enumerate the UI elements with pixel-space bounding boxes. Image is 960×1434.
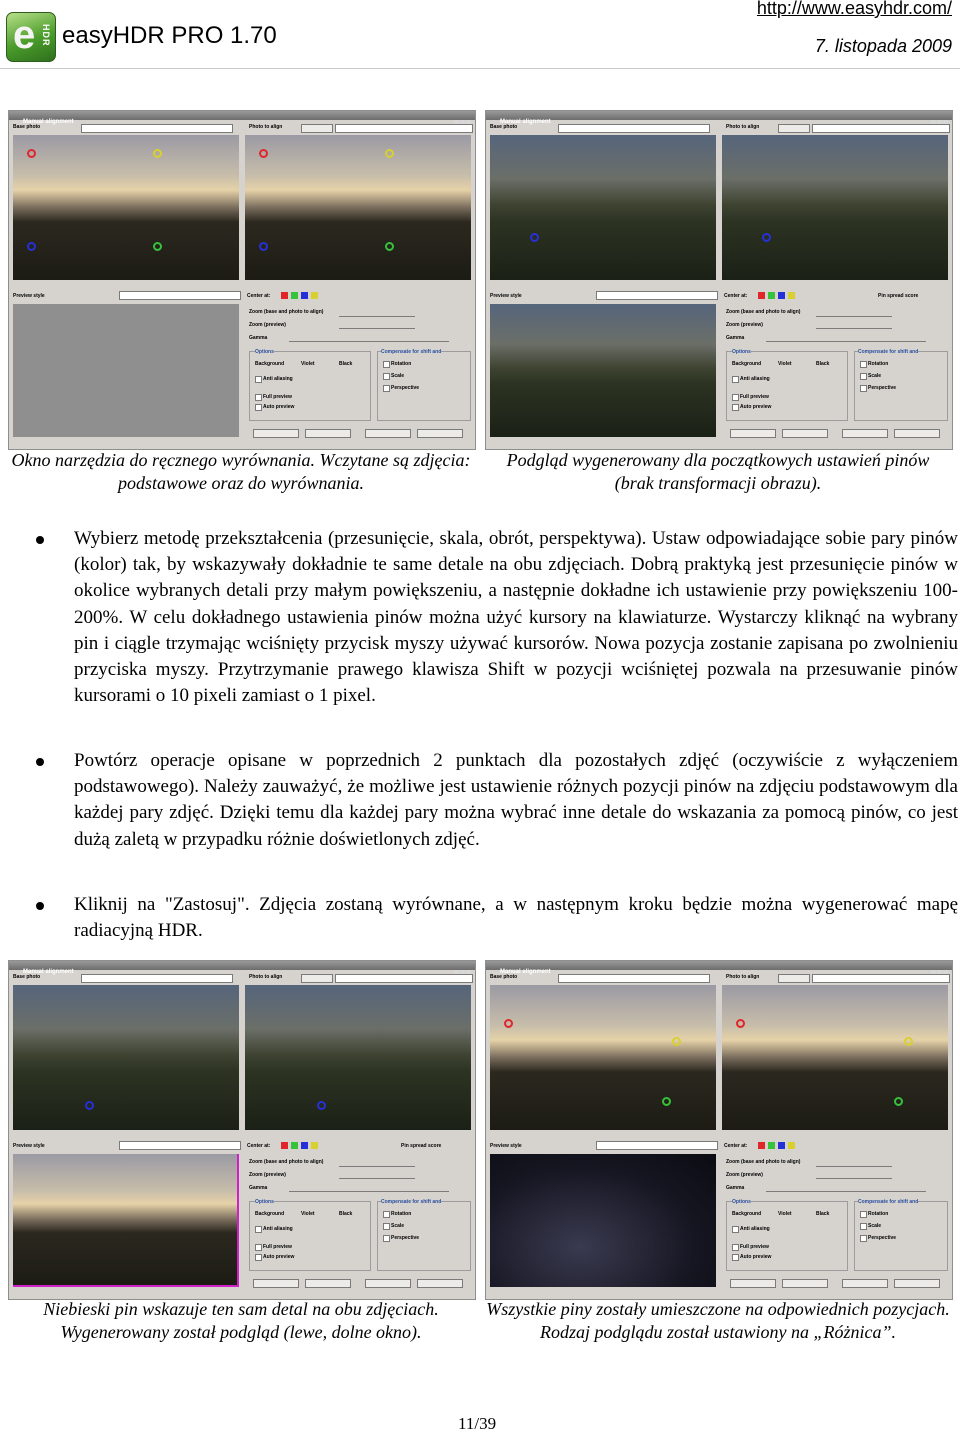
- gamma-slider: [766, 341, 926, 342]
- background-label: Background: [732, 1211, 762, 1217]
- full-preview-checkbox: [732, 1244, 739, 1251]
- center-at-label: Center at:: [724, 293, 748, 299]
- perspective-checkbox: [860, 1235, 867, 1242]
- zoom-preview-label: Zoom (preview): [726, 1172, 763, 1178]
- align-photo-combo: [335, 974, 473, 983]
- black-radio: Black: [816, 1211, 830, 1217]
- window-controls: [930, 962, 950, 968]
- scale-label: Scale: [868, 1223, 882, 1229]
- bullet-icon: [36, 902, 44, 910]
- cancel-button: [842, 1279, 888, 1288]
- align-photo-combo: [812, 974, 950, 983]
- scale-checkbox: [383, 373, 390, 380]
- auto-preview-checkbox: [255, 404, 262, 411]
- preview-button: [253, 429, 299, 438]
- scale-checkbox: [383, 1223, 390, 1230]
- perspective-checkbox: [383, 385, 390, 392]
- window-title: Manual alignment: [500, 969, 551, 975]
- header-divider: [0, 68, 960, 69]
- color-swatch-blue: [778, 292, 785, 299]
- window-title: Manual alignment: [500, 119, 551, 125]
- base-photo-combo: [558, 974, 710, 983]
- rotation-label: Rotation: [391, 1211, 412, 1217]
- screenshot-difference-preview: [485, 960, 953, 1300]
- pin-blue-icon: [259, 242, 268, 251]
- pin-green-icon: [662, 1097, 671, 1106]
- zoom-base-label: Zoom (base and photo to align): [726, 1159, 801, 1165]
- base-photo-combo: [81, 974, 233, 983]
- cancel-button: [842, 429, 888, 438]
- app-title: easyHDR PRO 1.70: [62, 22, 277, 49]
- window-titlebar: [486, 961, 952, 975]
- anti-aliasing-label: Anti aliasing: [740, 376, 770, 382]
- gamma-slider: [289, 1191, 449, 1192]
- full-preview-label: Full preview: [263, 1244, 292, 1250]
- background-label: Background: [255, 361, 285, 367]
- preview-style-combo: [119, 291, 241, 300]
- full-preview-label: Full preview: [740, 1244, 769, 1250]
- anti-aliasing-checkbox: [732, 1226, 739, 1233]
- pin-blue-icon: [762, 233, 771, 242]
- color-swatch-yellow: [311, 292, 318, 299]
- full-preview-label: Full preview: [263, 394, 292, 400]
- zoom-base-slider: [339, 1166, 415, 1167]
- select-button: [301, 974, 333, 983]
- base-photo-label: Base photo: [490, 974, 518, 980]
- base-photo-combo: [81, 124, 233, 133]
- full-preview-checkbox: [732, 394, 739, 401]
- screenshot-blue-pin-preview: [8, 960, 476, 1300]
- zoom-base-slider: [339, 316, 415, 317]
- cancel-button: [365, 1279, 411, 1288]
- pin-red-icon: [27, 149, 36, 158]
- reset-pins-button: [305, 429, 351, 438]
- base-photo-image: [13, 135, 239, 280]
- scale-checkbox: [860, 1223, 867, 1230]
- rotation-label: Rotation: [868, 361, 889, 367]
- color-swatch-yellow: [788, 292, 795, 299]
- perspective-label: Perspective: [868, 385, 897, 391]
- page-number: 11/39: [458, 1414, 497, 1433]
- color-swatch-blue: [778, 1142, 785, 1149]
- select-button: [301, 124, 333, 133]
- background-label: Background: [732, 361, 762, 367]
- zoom-preview-label: Zoom (preview): [726, 322, 763, 328]
- apply-button: [894, 429, 940, 438]
- preview-button: [253, 1279, 299, 1288]
- color-swatch-red: [758, 1142, 765, 1149]
- anti-aliasing-label: Anti aliasing: [263, 376, 293, 382]
- zoom-preview-label: Zoom (preview): [249, 322, 286, 328]
- caption-top-right: Podgląd wygenerowany dla początkowych ustawień pinów (brak transformacji obrazu).: [506, 450, 930, 493]
- anti-aliasing-checkbox: [732, 376, 739, 383]
- color-swatch-blue: [301, 292, 308, 299]
- preview-pane: [490, 1154, 716, 1287]
- window-title: Manual alignment: [23, 969, 74, 975]
- gamma-slider: [289, 341, 449, 342]
- violet-radio: Violet: [301, 1211, 315, 1217]
- pin-green-icon: [894, 1097, 903, 1106]
- pin-green-icon: [153, 242, 162, 251]
- apply-button: [417, 429, 463, 438]
- pin-spread-label: Pin spread score: [878, 293, 919, 299]
- preview-button: [730, 429, 776, 438]
- pin-yellow-icon: [153, 149, 162, 158]
- logo-subtext: HDR: [41, 24, 51, 47]
- gamma-slider: [766, 1191, 926, 1192]
- scale-label: Scale: [391, 373, 405, 379]
- pin-red-icon: [736, 1019, 745, 1028]
- zoom-base-slider: [816, 316, 892, 317]
- full-preview-label: Full preview: [740, 394, 769, 400]
- full-preview-checkbox: [255, 1244, 262, 1251]
- select-button: [778, 124, 810, 133]
- scale-checkbox: [860, 373, 867, 380]
- auto-preview-label: Auto preview: [740, 1254, 772, 1260]
- color-swatch-green: [768, 1142, 775, 1149]
- center-at-label: Center at:: [724, 1143, 748, 1149]
- instruction-paragraph-1: Wybierz metodę przekształcenia (przesunięcie, skala, obrót, perspektywa). Ustaw odpowiadające sobie pary pinów (kolor) tak, by wskazywały dokładnie te same detale na obu zdjęciach. Dobrą praktyką jest przesunięcie pinów w okolice wybranych detali przy małym powiększeniu, a następnie dokładne ich ustawienie przy powiększeniu 100-200%. W celu dokładnego ustawienia pinów można użyć kursory na klawiaturze. Wystarczy kliknąć na wybrany pin i ciągle trzymając wciśnięty przycisk myszy używać kursorów. Nowa pozycja zostanie zapisana po zwolnieniu przyciska myszy. Przytrzymanie prawego klawisza Shift w pozycji wciśniętej pozwala na przesuwanie pinów kursorami o 10 pixeli zamiast o 1 pixel.: [74, 528, 958, 707]
- color-swatch-green: [291, 1142, 298, 1149]
- pin-yellow-icon: [904, 1037, 913, 1046]
- window-titlebar: [9, 961, 475, 975]
- base-photo-label: Base photo: [13, 124, 41, 130]
- anti-aliasing-label: Anti aliasing: [740, 1226, 770, 1232]
- gamma-label: Gamma: [726, 335, 745, 341]
- color-swatch-yellow: [788, 1142, 795, 1149]
- zoom-preview-slider: [339, 1178, 415, 1179]
- auto-preview-checkbox: [255, 1254, 262, 1261]
- pin-yellow-icon: [672, 1037, 681, 1046]
- auto-preview-label: Auto preview: [263, 404, 295, 410]
- preview-pane: [490, 304, 716, 437]
- auto-preview-checkbox: [732, 404, 739, 411]
- perspective-checkbox: [383, 1235, 390, 1242]
- logo-letter: e: [13, 13, 36, 57]
- center-at-label: Center at:: [247, 1143, 271, 1149]
- photo-to-align-label: Photo to align: [249, 124, 283, 130]
- preview-style-label: Preview style: [13, 1143, 45, 1149]
- rotation-label: Rotation: [391, 361, 412, 367]
- background-label: Background: [255, 1211, 285, 1217]
- instruction-paragraph-2: Powtórz operacje opisane w poprzednich 2 punktach dla pozostałych zdjęć (oczywiście z wyłączeniem podstawowego). Należy zauważyć, że możliwe jest ustawienie różnych pozycji pinów na zdjęciu podstawowym dla każdej pary zdjęć. Dzięki temu dla każdej pary można wybrać inne detale do wskazania za pomocą pinów, co jest dużą zaletą w przypadku różnie doświetlonych zdjęć.: [74, 750, 958, 850]
- reset-pins-button: [782, 1279, 828, 1288]
- full-preview-checkbox: [255, 394, 262, 401]
- compensate-label: Compensate for shift and: [858, 1199, 919, 1205]
- center-at-label: Center at:: [247, 293, 271, 299]
- perspective-label: Perspective: [391, 1235, 420, 1241]
- photo-to-align-label: Photo to align: [249, 974, 283, 980]
- rotation-checkbox: [383, 1211, 390, 1218]
- bullet-icon: [36, 758, 44, 766]
- select-button: [778, 974, 810, 983]
- window-controls: [453, 112, 473, 118]
- color-swatch-blue: [301, 1142, 308, 1149]
- window-titlebar: [486, 111, 952, 125]
- apply-button: [894, 1279, 940, 1288]
- preview-style-combo: [596, 1141, 718, 1150]
- pin-blue-icon: [85, 1101, 94, 1110]
- zoom-preview-slider: [816, 1178, 892, 1179]
- black-radio: Black: [816, 361, 830, 367]
- preview-pane: [13, 304, 239, 437]
- pin-green-icon: [385, 242, 394, 251]
- zoom-preview-slider: [816, 328, 892, 329]
- photo-to-align-label: Photo to align: [726, 124, 760, 130]
- black-radio: Black: [339, 1211, 353, 1217]
- base-photo-combo: [558, 124, 710, 133]
- scale-label: Scale: [868, 373, 882, 379]
- options-label: Options: [255, 1199, 274, 1205]
- compensate-label: Compensate for shift and: [858, 349, 919, 355]
- preview-style-combo: [596, 291, 718, 300]
- auto-preview-label: Auto preview: [740, 404, 772, 410]
- auto-preview-checkbox: [732, 1254, 739, 1261]
- preview-style-combo: [119, 1141, 241, 1150]
- violet-radio: Violet: [778, 1211, 792, 1217]
- page-header: [0, 0, 960, 70]
- gamma-label: Gamma: [249, 1185, 268, 1191]
- screenshot-initial-preview: [485, 110, 953, 450]
- preview-style-label: Preview style: [13, 293, 45, 299]
- preview-button: [730, 1279, 776, 1288]
- caption-top-left: Okno narzędzia do ręcznego wyrównania. Wczytane są zdjęcia: podstawowe oraz do wyrównania.: [11, 450, 471, 493]
- caption-bottom-right: Wszystkie piny zostały umieszczone na odpowiednich pozycjach. Rodzaj podglądu został ustawiony na „Różnica”.: [486, 1299, 950, 1342]
- base-photo-image: [490, 985, 716, 1130]
- pin-red-icon: [259, 149, 268, 158]
- window-titlebar: [9, 111, 475, 125]
- color-swatch-red: [281, 1142, 288, 1149]
- pin-blue-icon: [27, 242, 36, 251]
- align-photo-image: [245, 135, 471, 280]
- base-photo-label: Base photo: [13, 974, 41, 980]
- align-photo-image: [245, 985, 471, 1130]
- anti-aliasing-checkbox: [255, 376, 262, 383]
- zoom-base-label: Zoom (base and photo to align): [249, 1159, 324, 1165]
- preview-style-label: Preview style: [490, 1143, 522, 1149]
- pin-blue-icon: [530, 233, 539, 242]
- align-photo-image: [722, 985, 948, 1130]
- compensate-label: Compensate for shift and: [381, 1199, 442, 1205]
- base-photo-label: Base photo: [490, 124, 518, 130]
- cancel-button: [365, 429, 411, 438]
- perspective-label: Perspective: [868, 1235, 897, 1241]
- options-label: Options: [255, 349, 274, 355]
- window-controls: [453, 962, 473, 968]
- color-swatch-green: [768, 292, 775, 299]
- zoom-base-slider: [816, 1166, 892, 1167]
- photo-to-align-label: Photo to align: [726, 974, 760, 980]
- anti-aliasing-checkbox: [255, 1226, 262, 1233]
- options-label: Options: [732, 1199, 751, 1205]
- rotation-checkbox: [860, 361, 867, 368]
- preview-style-label: Preview style: [490, 293, 522, 299]
- auto-preview-label: Auto preview: [263, 1254, 295, 1260]
- align-photo-combo: [335, 124, 473, 133]
- base-photo-image: [490, 135, 716, 280]
- color-swatch-yellow: [311, 1142, 318, 1149]
- rotation-label: Rotation: [868, 1211, 889, 1217]
- perspective-label: Perspective: [391, 385, 420, 391]
- window-title: Manual alignment: [23, 119, 74, 125]
- violet-radio: Violet: [301, 361, 315, 367]
- caption-bottom-left: Niebieski pin wskazuje ten sam detal na obu zdjęciach. Wygenerowany został podgląd (lewe, dolne okno).: [43, 1299, 439, 1342]
- zoom-base-label: Zoom (base and photo to align): [249, 309, 324, 315]
- pin-blue-icon: [317, 1101, 326, 1110]
- apply-button: [417, 1279, 463, 1288]
- options-label: Options: [732, 349, 751, 355]
- reset-pins-button: [782, 429, 828, 438]
- gamma-label: Gamma: [726, 1185, 745, 1191]
- gamma-label: Gamma: [249, 335, 268, 341]
- compensate-label: Compensate for shift and: [381, 349, 442, 355]
- zoom-preview-label: Zoom (preview): [249, 1172, 286, 1178]
- rotation-checkbox: [383, 361, 390, 368]
- scale-label: Scale: [391, 1223, 405, 1229]
- document-date: 7. listopada 2009: [814, 36, 952, 56]
- color-swatch-red: [758, 292, 765, 299]
- perspective-checkbox: [860, 385, 867, 392]
- easyhdr-logo-icon: [6, 12, 56, 62]
- pin-yellow-icon: [385, 149, 394, 158]
- rotation-checkbox: [860, 1211, 867, 1218]
- instruction-paragraph-3: Kliknij na "Zastosuj". Zdjęcia zostaną wyrównane, a w następnym kroku będzie można wygenerować mapę radiacyjną HDR.: [74, 894, 958, 942]
- align-photo-combo: [812, 124, 950, 133]
- bullet-icon: [36, 536, 44, 544]
- zoom-base-label: Zoom (base and photo to align): [726, 309, 801, 315]
- black-radio: Black: [339, 361, 353, 367]
- base-photo-image: [13, 985, 239, 1130]
- pin-red-icon: [504, 1019, 513, 1028]
- color-swatch-green: [291, 292, 298, 299]
- anti-aliasing-label: Anti aliasing: [263, 1226, 293, 1232]
- screenshot-manual-alignment-initial: [8, 110, 476, 450]
- align-photo-image: [722, 135, 948, 280]
- zoom-preview-slider: [339, 328, 415, 329]
- website-link[interactable]: http://www.easyhdr.com/: [756, 0, 952, 18]
- preview-pane: [13, 1154, 239, 1287]
- window-controls: [930, 112, 950, 118]
- pin-spread-label: Pin spread score: [401, 1143, 442, 1149]
- reset-pins-button: [305, 1279, 351, 1288]
- color-swatch-red: [281, 292, 288, 299]
- violet-radio: Violet: [778, 361, 792, 367]
